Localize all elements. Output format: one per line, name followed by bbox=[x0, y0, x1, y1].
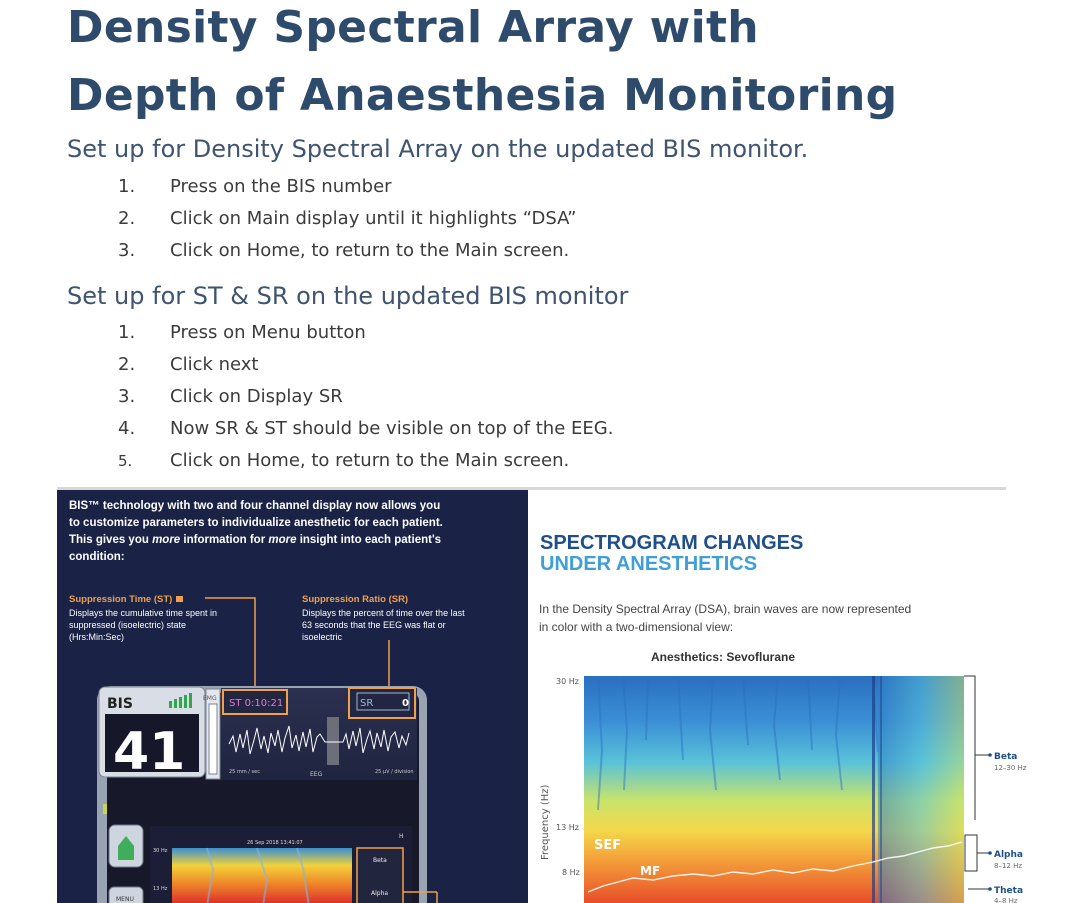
dsa-tick-30: 30 Hz bbox=[153, 848, 168, 854]
bis-monitor-panel bbox=[57, 490, 528, 903]
step-number: 3. bbox=[118, 386, 136, 407]
dsa-mini-spectrogram bbox=[172, 848, 352, 903]
step-number: 3. bbox=[118, 240, 136, 261]
st-sr-setup-steps bbox=[118, 322, 613, 482]
step-number: 2. bbox=[118, 208, 136, 229]
band-beta-label: Beta bbox=[373, 857, 387, 864]
bis-label: BIS bbox=[107, 696, 133, 712]
emg-label: EMG bbox=[203, 695, 217, 702]
page-title-line-2: Depth of Anaesthesia Monitoring bbox=[67, 70, 898, 121]
dsa-tick-13: 13 Hz bbox=[153, 886, 168, 892]
spectrogram-description: In the Density Spectral Array (DSA), brain waves are now represented in color with a two-dimensional view: bbox=[539, 602, 912, 634]
y-tick-13: 13 Hz bbox=[556, 823, 579, 832]
mf-label: MF bbox=[640, 864, 661, 878]
step-text: Press on Menu button bbox=[170, 322, 366, 343]
list-item bbox=[118, 208, 577, 240]
sef-label: SEF bbox=[594, 838, 622, 853]
sweep-speed-label: 25 mm / sec bbox=[229, 769, 260, 775]
section-heading-st-sr: Set up for ST & SR on the updated BIS monitor bbox=[67, 282, 629, 310]
band-theta-range: 4–8 Hz bbox=[994, 897, 1018, 903]
dsa-setup-steps bbox=[118, 176, 577, 272]
step-text: Click on Main display until it highlights “DSA” bbox=[170, 208, 577, 229]
band-alpha-range: 8–12 Hz bbox=[994, 862, 1023, 870]
st-callout-text: Displays the cumulative time spent in suppressed (isoelectric) state (Hrs:Min:Sec) bbox=[69, 608, 218, 642]
sr-value: 0 bbox=[402, 698, 409, 709]
section-heading-dsa: Set up for Density Spectral Array on the updated BIS monitor. bbox=[67, 135, 809, 163]
y-axis-label: Frequency (Hz) bbox=[540, 784, 551, 860]
list-item bbox=[118, 386, 613, 418]
st-callout-title: Suppression Time (ST) bbox=[69, 594, 183, 605]
spectrogram-title-line-2: UNDER ANESTHETICS bbox=[540, 553, 758, 575]
band-alpha-label: Alpha bbox=[371, 890, 389, 897]
step-number: 1. bbox=[118, 322, 136, 343]
list-item bbox=[118, 450, 613, 482]
list-item bbox=[118, 354, 613, 386]
bis-monitor-drawing bbox=[57, 490, 528, 903]
band-beta-name: Beta bbox=[994, 752, 1018, 762]
dsa-timestamp: 26 Sep 2018 13:41:07 bbox=[247, 840, 303, 846]
list-item bbox=[118, 240, 577, 272]
band-alpha-name: Alpha bbox=[994, 850, 1023, 860]
step-text: Click on Home, to return to the Main screen. bbox=[170, 240, 570, 261]
step-text: Now SR & ST should be visible on top of the EEG. bbox=[170, 418, 614, 439]
dsa-h-label: H bbox=[399, 833, 404, 840]
bis-monitor-figure bbox=[57, 487, 1027, 903]
step-number: 5. bbox=[118, 452, 133, 470]
band-theta-name: Theta bbox=[994, 886, 1024, 896]
sr-label: SR bbox=[360, 698, 374, 709]
step-text: Click on Display SR bbox=[170, 386, 343, 407]
list-item bbox=[118, 176, 577, 208]
eeg-label: EEG bbox=[310, 771, 323, 778]
sweep-scale-label: 25 µV / division bbox=[375, 769, 414, 775]
band-beta-range: 12–30 Hz bbox=[994, 764, 1027, 772]
y-tick-30: 30 Hz bbox=[556, 677, 579, 686]
sr-callout-title: Suppression Ratio (SR) bbox=[302, 594, 409, 605]
list-item bbox=[118, 322, 613, 354]
st-value: ST 0:10:21 bbox=[229, 698, 284, 709]
list-item bbox=[118, 418, 613, 450]
step-text: Click on Home, to return to the Main screen. bbox=[170, 450, 570, 471]
step-number: 4. bbox=[118, 418, 136, 439]
spectrogram-chart bbox=[528, 490, 1027, 903]
bis-value: 41 bbox=[113, 722, 186, 782]
spectrogram-panel bbox=[528, 490, 1027, 903]
menu-label: MENU bbox=[116, 896, 134, 903]
sr-callout-text: Displays the percent of time over the last 63 seconds that the EEG was flat or isoelectric bbox=[302, 608, 465, 642]
spectrogram-subtitle: Anesthetics: Sevoflurane bbox=[650, 650, 796, 664]
page-title-line-1: Density Spectral Array with bbox=[67, 2, 759, 53]
spectrogram-title-line-1: SPECTROGRAM CHANGES bbox=[540, 532, 804, 554]
step-text: Click next bbox=[170, 354, 259, 375]
step-text: Press on the BIS number bbox=[170, 176, 392, 197]
step-number: 2. bbox=[118, 354, 136, 375]
step-number: 1. bbox=[118, 176, 136, 197]
y-tick-8: 8 Hz bbox=[562, 868, 580, 877]
intro-text: BIS™ technology with two and four channel display now allows you to customize parameters to individualize anesthetic for each patient. This gives you more information for more insight into each patient's condition: bbox=[69, 500, 443, 563]
